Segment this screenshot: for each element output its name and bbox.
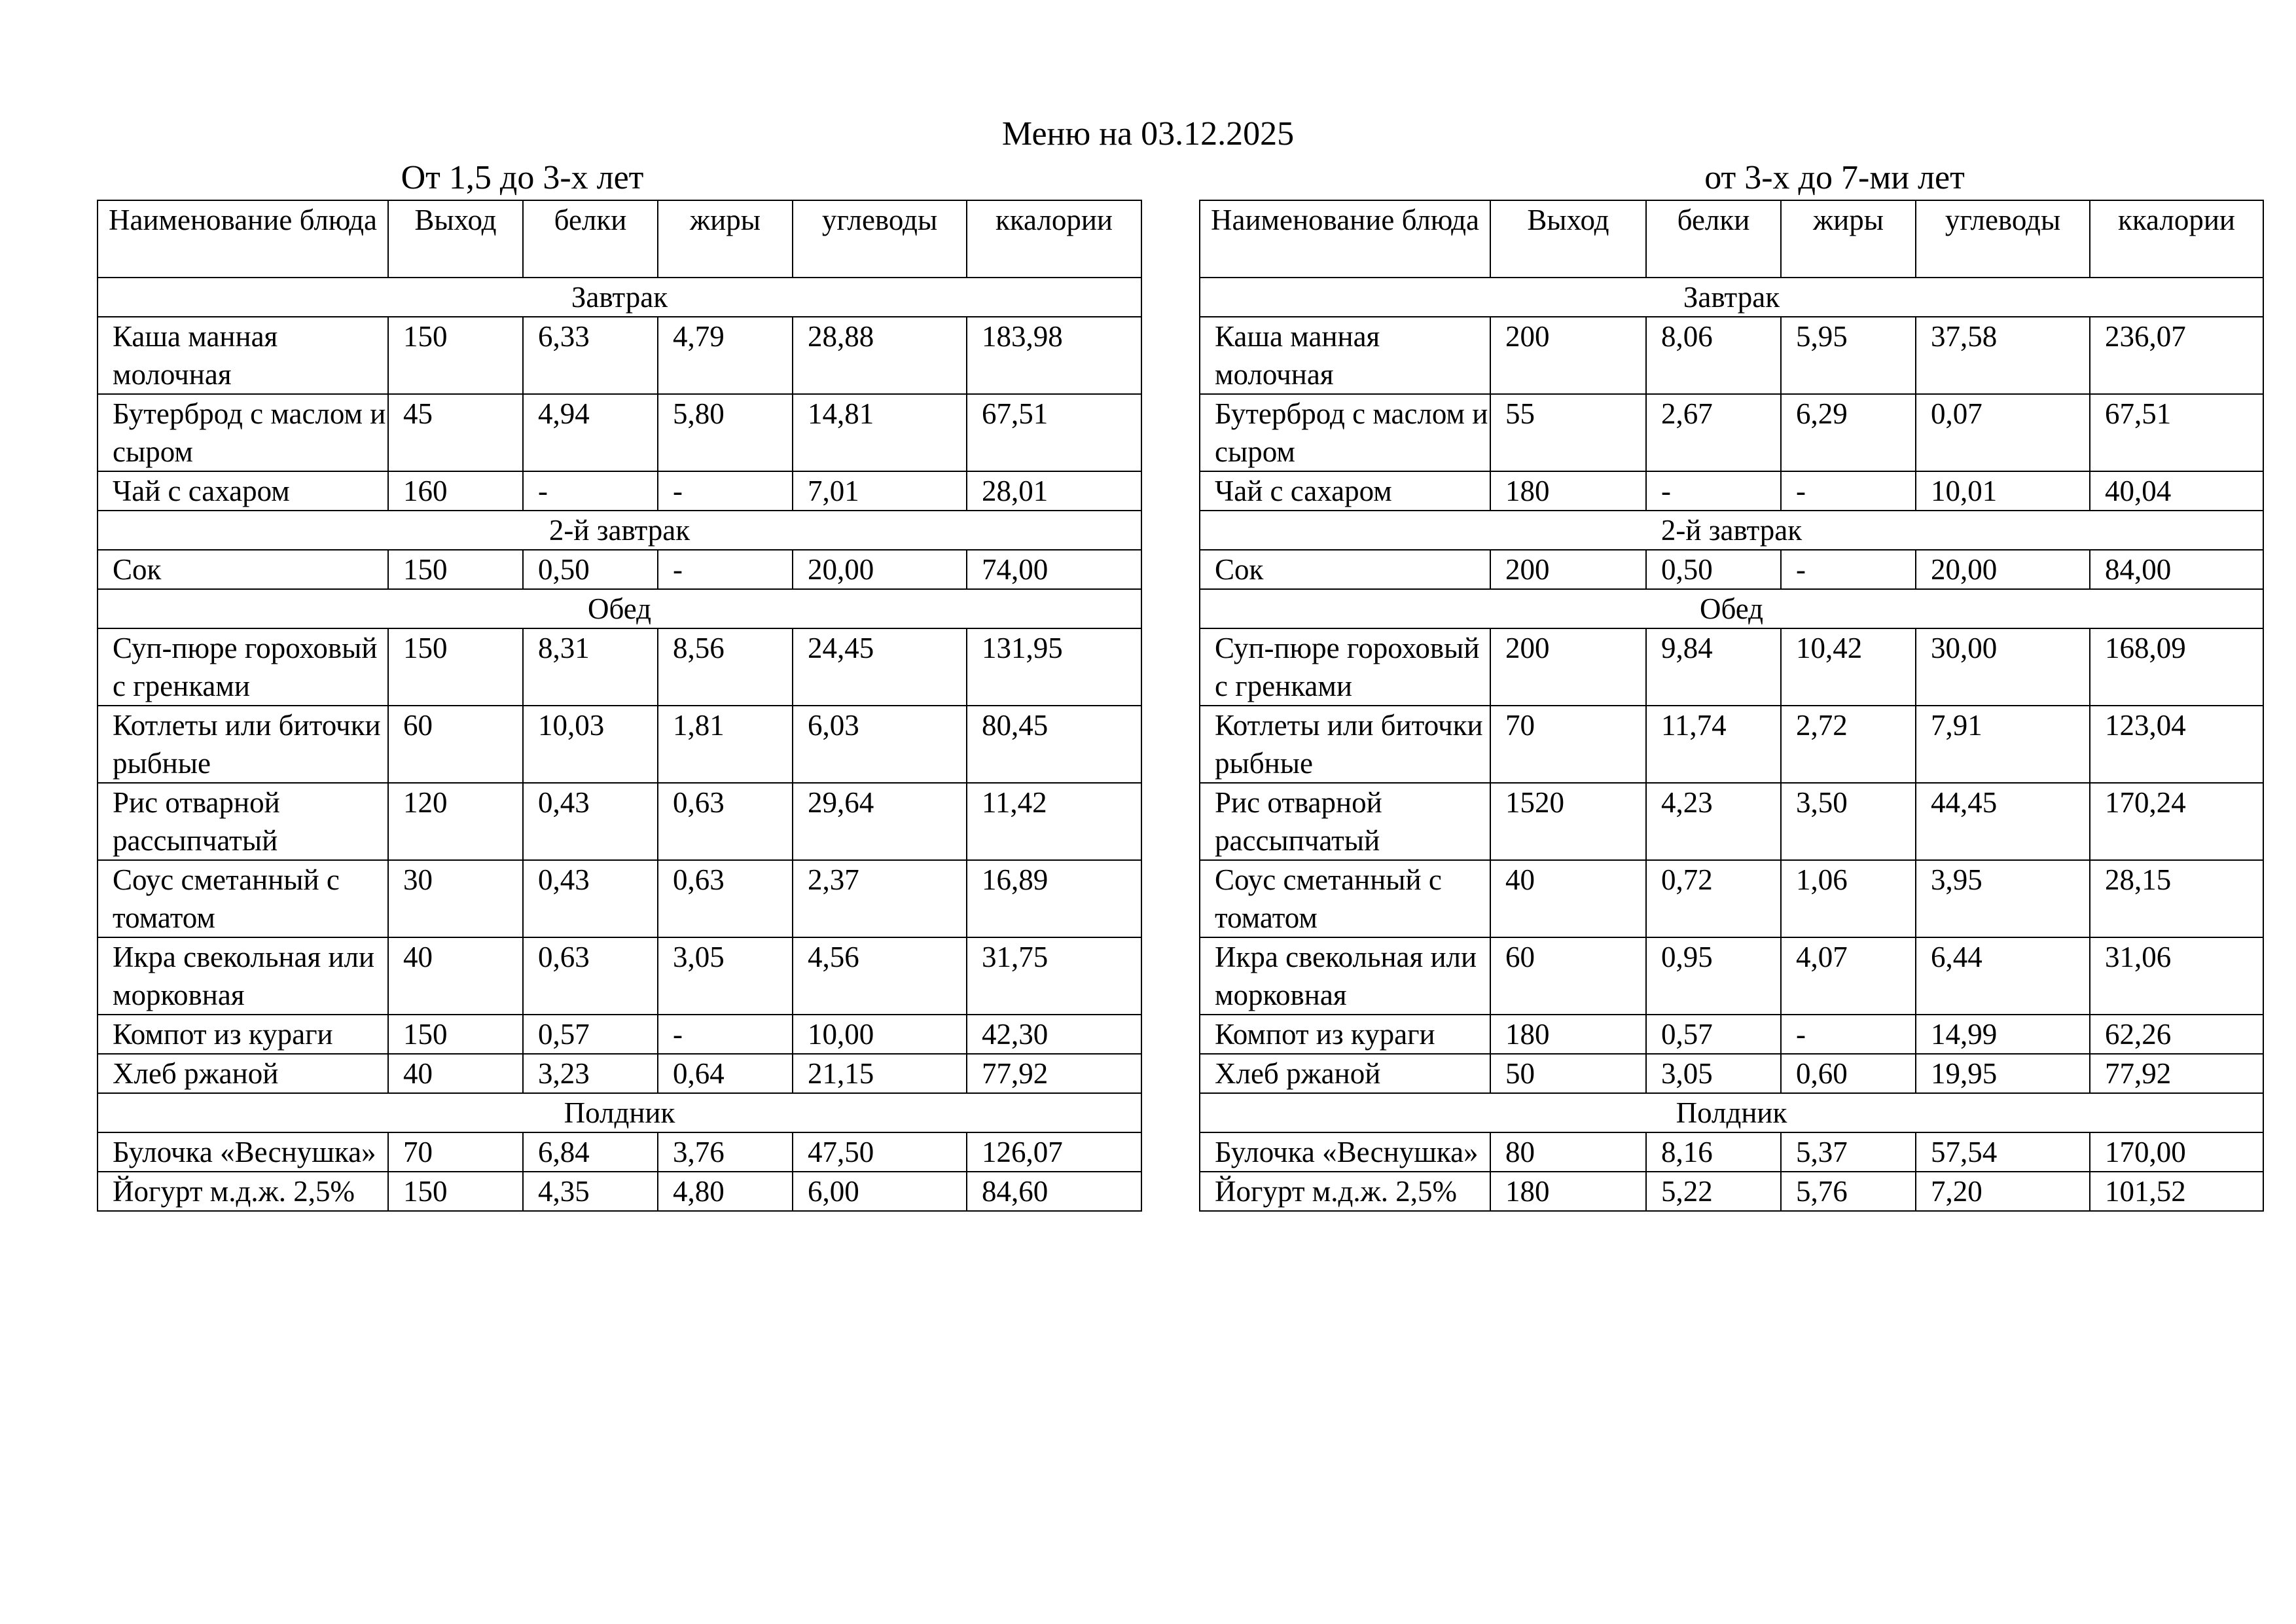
column-header-fat: жиры	[658, 200, 793, 278]
calories-cell: 84,00	[2090, 550, 2263, 589]
column-header-protein: белки	[523, 200, 658, 278]
section-heading: Завтрак	[98, 278, 1141, 317]
portion-cell: 150	[388, 628, 523, 706]
carbs-cell: 6,03	[793, 706, 967, 783]
fat-cell: 0,64	[658, 1054, 793, 1093]
dish-name-cell: Сок	[98, 550, 388, 589]
dish-name-cell: Хлеб ржаной	[98, 1054, 388, 1093]
protein-cell: -	[1646, 471, 1781, 511]
table-row	[98, 628, 1141, 706]
protein-cell: 0,50	[523, 550, 658, 589]
portion-cell: 180	[1490, 1172, 1646, 1211]
carbs-cell: 6,00	[793, 1172, 967, 1211]
calories-cell: 168,09	[2090, 628, 2263, 706]
calories-cell: 31,06	[2090, 937, 2263, 1015]
table-row	[1200, 1054, 2263, 1093]
portion-cell: 150	[388, 317, 523, 394]
table-row	[98, 1132, 1141, 1172]
portion-cell: 50	[1490, 1054, 1646, 1093]
column-header-calories: ккалории	[2090, 200, 2263, 278]
fat-cell: 4,79	[658, 317, 793, 394]
calories-cell: 131,95	[967, 628, 1141, 706]
carbs-cell: 14,81	[793, 394, 967, 471]
calories-cell: 170,24	[2090, 783, 2263, 860]
portion-cell: 200	[1490, 550, 1646, 589]
section-row	[98, 1093, 1141, 1132]
calories-cell: 42,30	[967, 1015, 1141, 1054]
fat-cell: 8,56	[658, 628, 793, 706]
carbs-cell: 10,01	[1916, 471, 2090, 511]
section-row	[1200, 511, 2263, 550]
table-row	[98, 1054, 1141, 1093]
portion-cell: 160	[388, 471, 523, 511]
table-row	[98, 394, 1141, 471]
fat-cell: -	[658, 550, 793, 589]
table-row	[98, 937, 1141, 1015]
table-row	[98, 550, 1141, 589]
table-row	[1200, 860, 2263, 937]
calories-cell: 31,75	[967, 937, 1141, 1015]
table-row	[1200, 394, 2263, 471]
protein-cell: 3,23	[523, 1054, 658, 1093]
calories-cell: 80,45	[967, 706, 1141, 783]
column-header-carbs: углеводы	[793, 200, 967, 278]
section-row	[1200, 1093, 2263, 1132]
calories-cell: 67,51	[2090, 394, 2263, 471]
carbs-cell: 24,45	[793, 628, 967, 706]
protein-cell: 6,84	[523, 1132, 658, 1172]
carbs-cell: 20,00	[1916, 550, 2090, 589]
carbs-cell: 10,00	[793, 1015, 967, 1054]
portion-cell: 55	[1490, 394, 1646, 471]
column-header-fat: жиры	[1781, 200, 1916, 278]
column-header-carbs: углеводы	[1916, 200, 2090, 278]
column-header-dish: Наименование блюда	[98, 200, 388, 278]
dish-name-cell: Хлеб ржаной	[1200, 1054, 1490, 1093]
column-header-portion: Выход	[1490, 200, 1646, 278]
column-header-dish: Наименование блюда	[1200, 200, 1490, 278]
dish-name-cell: Булочка «Веснушка»	[1200, 1132, 1490, 1172]
dish-name-cell: Котлеты или биточки рыбные	[1200, 706, 1490, 783]
protein-cell: 0,50	[1646, 550, 1781, 589]
portion-cell: 45	[388, 394, 523, 471]
dish-name-cell: Каша манная молочная	[98, 317, 388, 394]
section-row	[1200, 589, 2263, 628]
protein-cell: 8,16	[1646, 1132, 1781, 1172]
dish-name-cell: Икра свекольная или морковная	[98, 937, 388, 1015]
calories-cell: 62,26	[2090, 1015, 2263, 1054]
fat-cell: -	[658, 471, 793, 511]
protein-cell: 0,57	[1646, 1015, 1781, 1054]
header-row	[1200, 200, 2263, 278]
dish-name-cell: Компот из кураги	[98, 1015, 388, 1054]
protein-cell: 0,95	[1646, 937, 1781, 1015]
fat-cell: 5,95	[1781, 317, 1916, 394]
calories-cell: 28,15	[2090, 860, 2263, 937]
table-row	[1200, 1015, 2263, 1054]
dish-name-cell: Компот из кураги	[1200, 1015, 1490, 1054]
header-row	[98, 200, 1141, 278]
section-heading: Завтрак	[1200, 278, 2263, 317]
fat-cell: 4,07	[1781, 937, 1916, 1015]
portion-cell: 40	[388, 1054, 523, 1093]
portion-cell: 1520	[1490, 783, 1646, 860]
section-row	[98, 278, 1141, 317]
calories-cell: 40,04	[2090, 471, 2263, 511]
carbs-cell: 19,95	[1916, 1054, 2090, 1093]
portion-cell: 200	[1490, 317, 1646, 394]
protein-cell: 2,67	[1646, 394, 1781, 471]
fat-cell: 10,42	[1781, 628, 1916, 706]
portion-cell: 180	[1490, 471, 1646, 511]
portion-cell: 40	[388, 937, 523, 1015]
fat-cell: 4,80	[658, 1172, 793, 1211]
portion-cell: 60	[388, 706, 523, 783]
dish-name-cell: Икра свекольная или морковная	[1200, 937, 1490, 1015]
carbs-cell: 57,54	[1916, 1132, 2090, 1172]
calories-cell: 28,01	[967, 471, 1141, 511]
table-row	[1200, 317, 2263, 394]
protein-cell: 4,35	[523, 1172, 658, 1211]
carbs-cell: 47,50	[793, 1132, 967, 1172]
dish-name-cell: Суп-пюре гороховый с гренками	[98, 628, 388, 706]
calories-cell: 74,00	[967, 550, 1141, 589]
portion-cell: 150	[388, 1015, 523, 1054]
fat-cell: 0,63	[658, 860, 793, 937]
dish-name-cell: Бутерброд с маслом и сыром	[1200, 394, 1490, 471]
table-row	[1200, 1172, 2263, 1211]
portion-cell: 60	[1490, 937, 1646, 1015]
fat-cell: 5,76	[1781, 1172, 1916, 1211]
menu-table-toddlers	[97, 200, 1142, 1212]
protein-cell: 8,31	[523, 628, 658, 706]
section-heading: Полдник	[1200, 1093, 2263, 1132]
column-header-calories: ккалории	[967, 200, 1141, 278]
protein-cell: 6,33	[523, 317, 658, 394]
fat-cell: 6,29	[1781, 394, 1916, 471]
fat-cell: 2,72	[1781, 706, 1916, 783]
portion-cell: 30	[388, 860, 523, 937]
table-row	[98, 706, 1141, 783]
table-row	[1200, 550, 2263, 589]
dish-name-cell: Соус сметанный с томатом	[98, 860, 388, 937]
fat-cell: 3,50	[1781, 783, 1916, 860]
table-row	[98, 1015, 1141, 1054]
page-title: Меню на 03.12.2025	[1001, 115, 1295, 153]
dish-name-cell: Сок	[1200, 550, 1490, 589]
carbs-cell: 6,44	[1916, 937, 2090, 1015]
dish-name-cell: Бутерброд с маслом и сыром	[98, 394, 388, 471]
dish-name-cell: Чай с сахаром	[1200, 471, 1490, 511]
dish-name-cell: Каша манная молочная	[1200, 317, 1490, 394]
carbs-cell: 37,58	[1916, 317, 2090, 394]
calories-cell: 77,92	[967, 1054, 1141, 1093]
menu-table-preschool	[1199, 200, 2264, 1212]
table-row	[98, 783, 1141, 860]
table-subtitle-preschool: от 3-х до 7-ми лет	[1704, 159, 1965, 196]
portion-cell: 120	[388, 783, 523, 860]
carbs-cell: 7,91	[1916, 706, 2090, 783]
fat-cell: -	[658, 1015, 793, 1054]
carbs-cell: 28,88	[793, 317, 967, 394]
table-row	[98, 471, 1141, 511]
protein-cell: 10,03	[523, 706, 658, 783]
table-row	[1200, 628, 2263, 706]
fat-cell: 5,80	[658, 394, 793, 471]
fat-cell: -	[1781, 471, 1916, 511]
fat-cell: 1,06	[1781, 860, 1916, 937]
carbs-cell: 29,64	[793, 783, 967, 860]
dish-name-cell: Чай с сахаром	[98, 471, 388, 511]
protein-cell: 0,72	[1646, 860, 1781, 937]
portion-cell: 150	[388, 1172, 523, 1211]
dish-name-cell: Рис отварной рассыпчатый	[1200, 783, 1490, 860]
calories-cell: 16,89	[967, 860, 1141, 937]
fat-cell: 3,76	[658, 1132, 793, 1172]
section-row	[1200, 278, 2263, 317]
protein-cell: 9,84	[1646, 628, 1781, 706]
column-header-portion: Выход	[388, 200, 523, 278]
carbs-cell: 21,15	[793, 1054, 967, 1093]
fat-cell: 1,81	[658, 706, 793, 783]
protein-cell: -	[523, 471, 658, 511]
protein-cell: 0,63	[523, 937, 658, 1015]
dish-name-cell: Рис отварной рассыпчатый	[98, 783, 388, 860]
fat-cell: 3,05	[658, 937, 793, 1015]
table-row	[1200, 937, 2263, 1015]
calories-cell: 126,07	[967, 1132, 1141, 1172]
portion-cell: 40	[1490, 860, 1646, 937]
table-row	[1200, 783, 2263, 860]
protein-cell: 0,43	[523, 783, 658, 860]
protein-cell: 3,05	[1646, 1054, 1781, 1093]
carbs-cell: 3,95	[1916, 860, 2090, 937]
table-row	[1200, 471, 2263, 511]
portion-cell: 180	[1490, 1015, 1646, 1054]
protein-cell: 11,74	[1646, 706, 1781, 783]
portion-cell: 70	[1490, 706, 1646, 783]
section-heading: Обед	[1200, 589, 2263, 628]
column-header-protein: белки	[1646, 200, 1781, 278]
section-row	[98, 589, 1141, 628]
carbs-cell: 30,00	[1916, 628, 2090, 706]
dish-name-cell: Соус сметанный с томатом	[1200, 860, 1490, 937]
calories-cell: 236,07	[2090, 317, 2263, 394]
fat-cell: 5,37	[1781, 1132, 1916, 1172]
portion-cell: 80	[1490, 1132, 1646, 1172]
fat-cell: -	[1781, 550, 1916, 589]
section-heading: 2-й завтрак	[1200, 511, 2263, 550]
fat-cell: 0,63	[658, 783, 793, 860]
protein-cell: 4,23	[1646, 783, 1781, 860]
portion-cell: 200	[1490, 628, 1646, 706]
dish-name-cell: Суп-пюре гороховый с гренками	[1200, 628, 1490, 706]
table-row	[98, 317, 1141, 394]
table-row	[98, 1172, 1141, 1211]
carbs-cell: 20,00	[793, 550, 967, 589]
carbs-cell: 2,37	[793, 860, 967, 937]
calories-cell: 84,60	[967, 1172, 1141, 1211]
protein-cell: 4,94	[523, 394, 658, 471]
carbs-cell: 44,45	[1916, 783, 2090, 860]
table-row	[1200, 1132, 2263, 1172]
protein-cell: 8,06	[1646, 317, 1781, 394]
table-subtitle-toddlers: От 1,5 до 3-х лет	[401, 159, 644, 196]
protein-cell: 0,43	[523, 860, 658, 937]
calories-cell: 67,51	[967, 394, 1141, 471]
portion-cell: 150	[388, 550, 523, 589]
table-row	[98, 860, 1141, 937]
calories-cell: 11,42	[967, 783, 1141, 860]
carbs-cell: 7,01	[793, 471, 967, 511]
section-row	[98, 511, 1141, 550]
section-heading: 2-й завтрак	[98, 511, 1141, 550]
dish-name-cell: Йогурт м.д.ж. 2,5%	[1200, 1172, 1490, 1211]
calories-cell: 183,98	[967, 317, 1141, 394]
carbs-cell: 0,07	[1916, 394, 2090, 471]
section-heading: Обед	[98, 589, 1141, 628]
calories-cell: 77,92	[2090, 1054, 2263, 1093]
calories-cell: 123,04	[2090, 706, 2263, 783]
portion-cell: 70	[388, 1132, 523, 1172]
carbs-cell: 14,99	[1916, 1015, 2090, 1054]
section-heading: Полдник	[98, 1093, 1141, 1132]
dish-name-cell: Йогурт м.д.ж. 2,5%	[98, 1172, 388, 1211]
dish-name-cell: Булочка «Веснушка»	[98, 1132, 388, 1172]
fat-cell: 0,60	[1781, 1054, 1916, 1093]
calories-cell: 170,00	[2090, 1132, 2263, 1172]
protein-cell: 5,22	[1646, 1172, 1781, 1211]
carbs-cell: 7,20	[1916, 1172, 2090, 1211]
calories-cell: 101,52	[2090, 1172, 2263, 1211]
table-row	[1200, 706, 2263, 783]
fat-cell: -	[1781, 1015, 1916, 1054]
dish-name-cell: Котлеты или биточки рыбные	[98, 706, 388, 783]
carbs-cell: 4,56	[793, 937, 967, 1015]
protein-cell: 0,57	[523, 1015, 658, 1054]
